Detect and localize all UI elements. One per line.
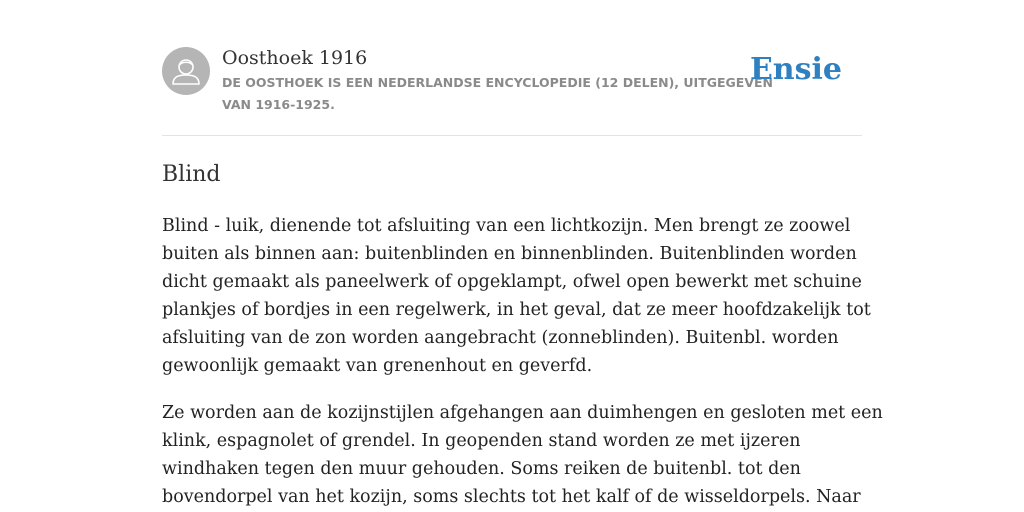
source-description-line: DE OOSTHOEK IS EEN NEDERLANDSE ENCYCLOPEDIE (12 DELEN), UITGEGEVEN bbox=[222, 75, 773, 90]
paragraph-line: afsluiting van de zon worden aangebracht (zonneblinden). Buitenbl. worden bbox=[162, 328, 839, 348]
header-divider bbox=[162, 135, 862, 136]
paragraph-line: Ze worden aan de kozijnstijlen afgehangen aan duimhengen en gesloten met een bbox=[162, 403, 883, 423]
source-title[interactable]: Oosthoek 1916 bbox=[222, 47, 368, 69]
paragraph-line: dicht gemaakt als paneelwerk of opgeklampt, ofwel open bewerkt met schuine bbox=[162, 272, 862, 292]
article-title: Blind bbox=[162, 162, 221, 187]
article-body bbox=[162, 212, 882, 512]
source-description bbox=[222, 72, 773, 116]
source-description-line: VAN 1916-1925. bbox=[222, 97, 335, 112]
article-paragraph bbox=[162, 212, 882, 380]
paragraph-line: Blind - luik, dienende tot afsluiting van een lichtkozijn. Men brengt ze zoowel bbox=[162, 216, 851, 236]
source-header bbox=[162, 44, 862, 116]
user-icon bbox=[162, 47, 210, 95]
paragraph-line: bovendorpel van het kozijn, soms slechts tot het kalf of de wisseldorpels. Naar bbox=[162, 487, 861, 507]
paragraph-line: klink, espagnolet of grendel. In geopenden stand worden ze met ijzeren bbox=[162, 431, 801, 451]
paragraph-line: gewoonlijk gemaakt van grenenhout en geverfd. bbox=[162, 356, 593, 376]
paragraph-line: windhaken tegen den muur gehouden. Soms reiken de buitenbl. tot den bbox=[162, 459, 801, 479]
article-paragraph bbox=[162, 399, 882, 511]
paragraph-line: plankjes of bordjes in een regelwerk, in het geval, dat ze meer hoofdzakelijk tot bbox=[162, 300, 871, 320]
paragraph-line: buiten als binnen aan: buitenblinden en binnenblinden. Buitenblinden worden bbox=[162, 244, 857, 264]
brand-logo[interactable]: Ensie bbox=[749, 52, 842, 87]
